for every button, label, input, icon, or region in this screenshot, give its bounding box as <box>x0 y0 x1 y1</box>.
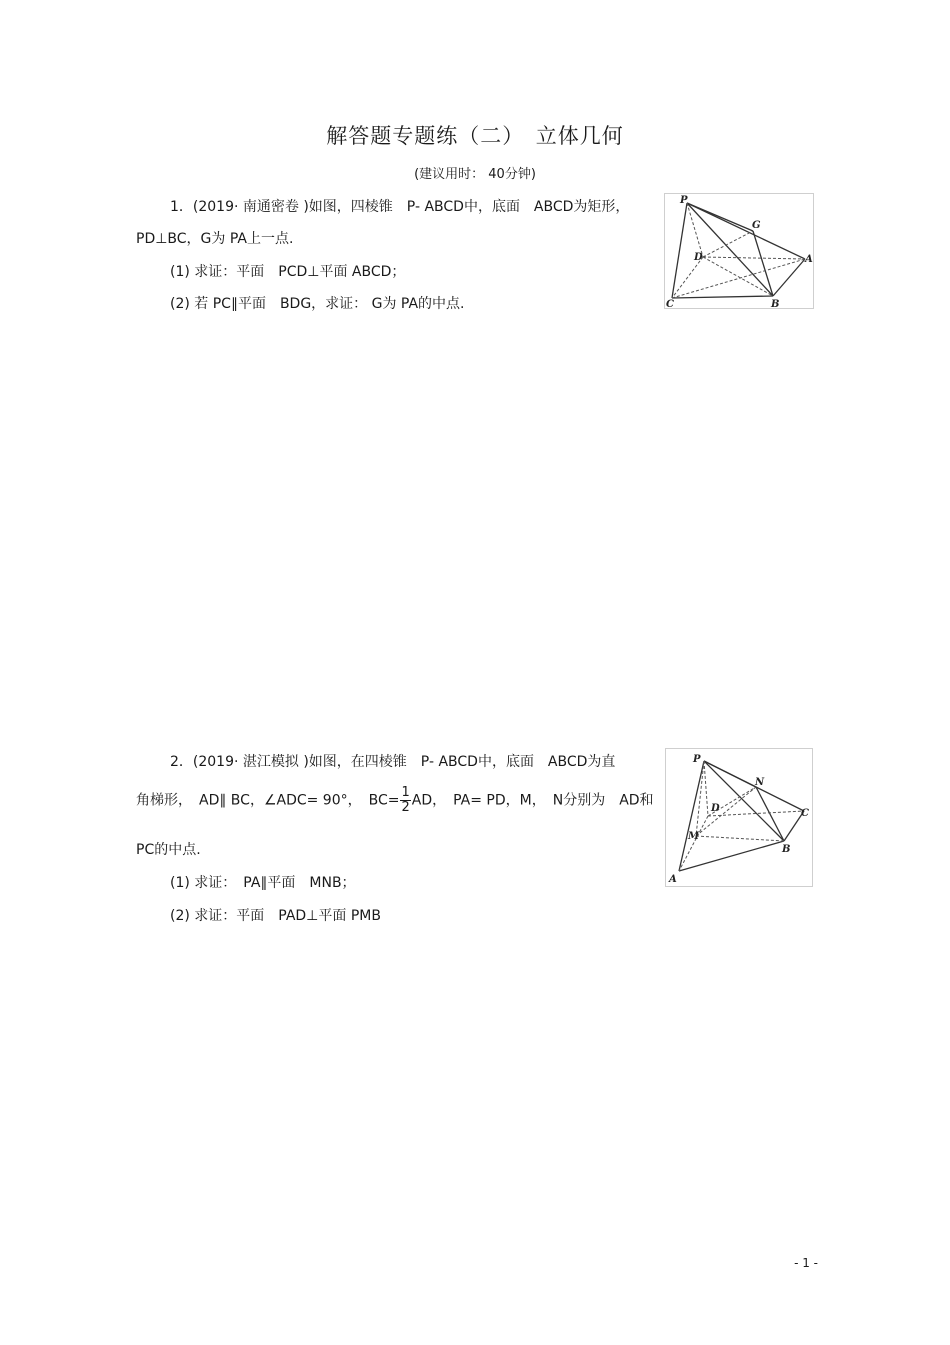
q2-label-A: A <box>669 874 677 885</box>
q2-figure <box>665 748 813 887</box>
q1-label-P: P <box>680 195 688 206</box>
q2-label-M: M <box>688 831 700 842</box>
page-number: - 1 - <box>794 1256 818 1270</box>
q2-stem-line-2 <box>136 786 654 815</box>
fraction-numerator: 1 <box>401 785 410 800</box>
q1-label-B: B <box>771 299 780 308</box>
page-title: 解答题专题练（二） 立体几何 <box>326 124 624 148</box>
q1-label-D: D <box>694 252 703 263</box>
q2-part-2: (2) 求证：平面 PAD⊥平面 PMB <box>170 908 381 924</box>
q1-figure <box>664 193 814 309</box>
q2-label-N: N <box>755 777 765 788</box>
suggested-time: (建议用时： 40分钟) <box>414 167 536 182</box>
q1-label-C: C <box>666 299 674 308</box>
q2-stem-line-1: 2．(2019· 湛江模拟 )如图，在四棱锥 P- ABCD中，底面 ABCD为直 <box>170 754 616 770</box>
q1-part-2: (2) 若 PC∥平面 BDG，求证： G为 PA的中点. <box>170 296 465 312</box>
q2-label-D: D <box>711 803 720 814</box>
q2-label-P: P <box>693 754 701 765</box>
one-half-fraction <box>400 786 410 815</box>
q2-stem-line-2-a: 角梯形， AD∥ BC，∠ADC= 90°， BC= <box>136 792 400 809</box>
q2-stem-line-2-b: AD， PA= PD，M， N分别为 AD和 <box>411 792 654 809</box>
q1-label-G: G <box>752 220 761 231</box>
q2-label-C: C <box>801 808 809 819</box>
q1-stem-line-2: PD⊥BC，G为 PA上一点. <box>136 231 294 247</box>
q2-label-B: B <box>782 844 791 855</box>
fraction-denominator: 2 <box>401 800 410 815</box>
q2-part-1: (1) 求证： PA∥平面 MNB； <box>170 875 356 891</box>
q2-stem-line-3: PC的中点. <box>136 842 201 858</box>
q1-label-A: A <box>805 254 813 265</box>
q1-stem-line-1: 1．(2019· 南通密卷 )如图，四棱锥 P- ABCD中，底面 ABCD为矩形， <box>170 199 630 215</box>
q1-part-1: (1) 求证：平面 PCD⊥平面 ABCD； <box>170 264 406 280</box>
